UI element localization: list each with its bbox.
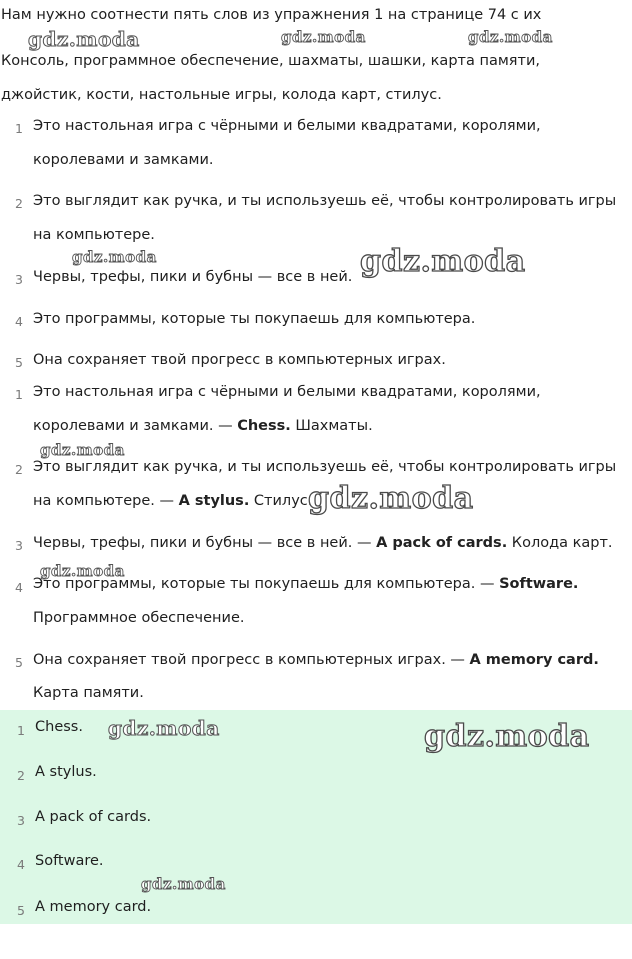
question-2-line-2: на компьютере.: [33, 227, 155, 243]
explained-1-line-1: Это настольная игра с чёрными и белыми квадратами, королями,: [33, 384, 541, 400]
question-2-number: 2: [15, 196, 23, 211]
explained-4-number: 4: [15, 580, 23, 595]
watermark-logo: gdz.moda: [424, 719, 590, 754]
question-4-number: 4: [15, 314, 23, 329]
answer-4-number: 4: [17, 857, 25, 872]
answer-1-number: 1: [17, 723, 25, 738]
explained-5-number: 5: [15, 655, 23, 670]
question-4-line-1: Это программы, которые ты покупаешь для компьютера.: [33, 311, 476, 327]
explained-2-line-1: Это выглядит как ручка, и ты используешь её, чтобы контролировать игры: [33, 459, 617, 475]
explained-1-english: Chess.: [237, 418, 291, 434]
explained-2-english: A stylus.: [178, 493, 250, 509]
explained-4-line-1: Это программы, которые ты покупаешь для компьютера. — Software.: [33, 576, 579, 592]
answer-4-text: Software.: [35, 853, 104, 869]
explained-3-english: A pack of cards.: [376, 535, 508, 551]
explained-4-english: Software.: [499, 576, 579, 592]
intro-line-2: Консоль, программное обеспечение, шахматы, шашки, карта памяти,: [1, 53, 540, 69]
explained-5-line-2: Карта памяти.: [33, 685, 144, 701]
explained-3-number: 3: [15, 538, 23, 553]
answer-3-number: 3: [17, 813, 25, 828]
answer-2-number: 2: [17, 768, 25, 783]
explained-5-english: A memory card.: [469, 652, 599, 668]
explained-1-number: 1: [15, 387, 23, 402]
watermark-logo: gdz.moda: [281, 28, 366, 46]
watermark-logo: gdz.moda: [360, 244, 526, 279]
explained-2-line-2: на компьютере. — A stylus. Стилус.: [33, 493, 313, 509]
question-3-number: 3: [15, 272, 23, 287]
question-2-line-1: Это выглядит как ручка, и ты используешь её, чтобы контролировать игры: [33, 193, 617, 209]
watermark-logo: gdz.moda: [28, 27, 140, 51]
watermark-logo: gdz.moda: [468, 28, 553, 46]
watermark-logo: gdz.moda: [308, 481, 474, 516]
watermark-logo: gdz.moda: [141, 875, 226, 893]
explained-2-number: 2: [15, 462, 23, 477]
answer-3-text: A pack of cards.: [35, 809, 152, 825]
intro-line-1: Нам нужно соотнести пять слов из упражнения 1 на странице 74 с их: [1, 7, 542, 23]
watermark-logo: gdz.moda: [108, 716, 220, 740]
answer-5-text: A memory card.: [35, 899, 152, 915]
explained-5-line-1: Она сохраняет твой прогресс в компьютерных играх. — A memory card.: [33, 652, 599, 668]
intro-line-3: джойстик, кости, настольные игры, колода карт, стилус.: [1, 87, 442, 103]
question-1-number: 1: [15, 121, 23, 136]
answer-5-number: 5: [17, 903, 25, 918]
watermark-logo: gdz.moda: [72, 248, 157, 266]
question-3-line-1: Червы, трефы, пики и бубны — все в ней.: [33, 269, 353, 285]
answer-1-text: Chess.: [35, 719, 83, 735]
question-1-line-1: Это настольная игра с чёрными и белыми квадратами, королями,: [33, 118, 541, 134]
question-5-line-1: Она сохраняет твой прогресс в компьютерных играх.: [33, 352, 446, 368]
watermark-logo: gdz.moda: [40, 562, 125, 580]
watermark-logo: gdz.moda: [40, 441, 125, 459]
explained-3-line-1: Червы, трефы, пики и бубны — все в ней. — A pack of cards. Колода карт.: [33, 535, 613, 551]
question-5-number: 5: [15, 355, 23, 370]
answer-2-text: A stylus.: [35, 764, 97, 780]
explained-4-line-2: Программное обеспечение.: [33, 610, 245, 626]
explained-1-line-2: королевами и замками. — Chess. Шахматы.: [33, 418, 373, 434]
question-1-line-2: королевами и замками.: [33, 152, 214, 168]
